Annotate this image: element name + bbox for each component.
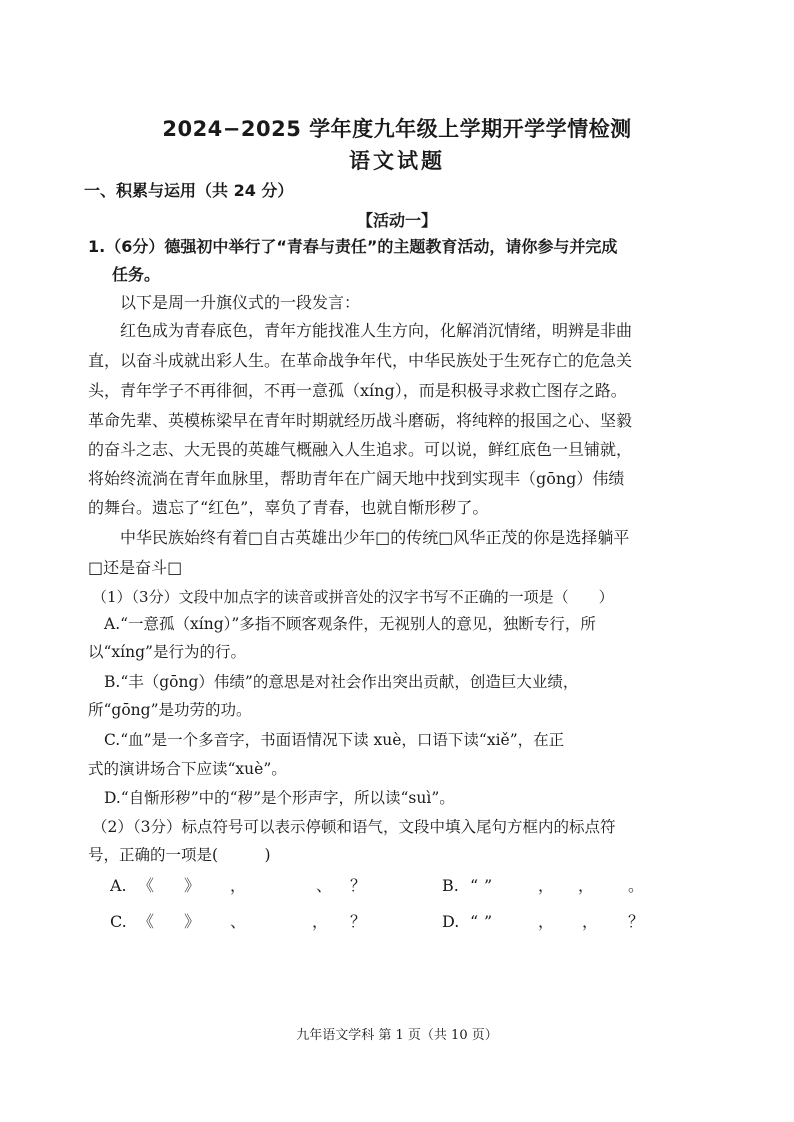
punct-mark: 。 xyxy=(628,876,645,895)
option-c-line-1: C.“血”是一个多音字，书面语情况下读 xuè，口语下读“xiě”，在正 xyxy=(104,731,565,749)
punct-option-c-label: C. xyxy=(110,912,127,931)
punct-mark: ” xyxy=(484,876,493,895)
punct-mark: 《 xyxy=(138,912,155,931)
option-a-line-2: 以“xíng”是行为的行。 xyxy=(88,643,246,661)
punct-mark: ， xyxy=(312,912,329,931)
punct-option-a-label: A. xyxy=(110,876,127,895)
activity-heading: 【活动一】 xyxy=(356,211,437,230)
passage-line: 将始终流淌在青年血脉里，帮助青年在广阔天地中找到实现丰（gōng）伟绩 xyxy=(88,469,625,488)
option-a-line-1: A.“一意孤（xíng）”多指不顾客观条件，无视别人的意见，独断专行，所 xyxy=(104,615,596,633)
passage-line: 的舞台。遗忘了“红色”，辜负了青春，也就自惭形秽了。 xyxy=(88,498,489,517)
option-b-line-1: B.“丰（gōng）伟绩”的意思是对社会作出突出贡献，创造巨大业绩， xyxy=(104,673,579,691)
question-1-line-1: 1.（6分）德强初中举行了“青春与责任”的主题教育活动，请你参与并完成 xyxy=(88,237,618,256)
question-1-line-2: 任务。 xyxy=(112,265,161,284)
passage-line: 革命先辈、英模栋梁早在青年时期就经历战斗磨砺，将纯粹的报国之心、坚毅 xyxy=(88,411,633,430)
exam-subtitle: 语文试题 xyxy=(349,149,445,173)
punct-mark: 、 xyxy=(230,912,247,931)
punct-mark: 》 xyxy=(184,912,201,931)
page-footer: 九年语文学科 第 1 页（共 10 页） xyxy=(296,1028,498,1043)
punct-mark: 、 xyxy=(316,876,333,895)
sub-question-2-stem-2: 号，正确的一项是( ) xyxy=(88,846,271,864)
punct-mark: “ xyxy=(470,912,479,931)
punct-mark: ” xyxy=(484,912,493,931)
punct-mark: ， xyxy=(538,876,555,895)
exam-title: 2024−2025 学年度九年级上学期开学学情检测 xyxy=(162,117,632,141)
passage-intro: 以下是周一升旗仪式的一段发言： xyxy=(120,293,361,312)
punct-option-b-label: B. xyxy=(442,876,459,895)
sub-question-1-stem: （1）（3分）文段中加点字的读音或拼音处的汉字书写不正确的一项是（ ） xyxy=(92,588,614,606)
passage-line: 红色成为青春底色，青年方能找准人生方向，化解消沉情绪，明辨是非曲 xyxy=(120,321,633,340)
passage-line: 头，青年学子不再徘徊，不再一意孤（xíng），而是积极寻求救亡图存之路。 xyxy=(88,381,627,400)
punct-mark: 《 xyxy=(138,876,155,895)
punct-mark: ？ xyxy=(350,876,367,895)
punct-mark: ， xyxy=(582,912,599,931)
punct-mark: ？ xyxy=(350,912,367,931)
passage-line: 的奋斗之志、大无畏的英雄气概融入人生追求。可以说，鲜红底色一旦铺就， xyxy=(88,440,633,459)
section-heading: 一、积累与运用（共 24 分） xyxy=(84,181,294,200)
option-b-line-2: 所“gōng”是功劳的功。 xyxy=(88,701,252,719)
punct-mark: ， xyxy=(230,876,247,895)
passage2-line: 中华民族始终有着□自古英雄出少年□的传统□风华正茂的你是选择躺平 xyxy=(120,528,630,547)
punct-mark: 》 xyxy=(184,876,201,895)
punct-mark: ？ xyxy=(628,912,645,931)
sub-question-2-stem-1: （2）（3分）标点符号可以表示停顿和语气，文段中填入尾句方框内的标点符 xyxy=(92,818,616,836)
option-d-line-1: D.“自惭形秽”中的“秽”是个形声字，所以读“suì”。 xyxy=(104,789,455,807)
passage2-line: □还是奋斗□ xyxy=(88,558,183,577)
passage-line: 直，以奋斗成就出彩人生。在革命战争年代，中华民族处于生死存亡的危急关 xyxy=(88,351,633,370)
punct-option-d-label: D. xyxy=(442,912,460,931)
option-c-line-2: 式的演讲场合下应读“xuè”。 xyxy=(88,760,287,778)
punct-mark: ， xyxy=(578,876,595,895)
punct-mark: ， xyxy=(538,912,555,931)
punct-mark: “ xyxy=(470,876,479,895)
